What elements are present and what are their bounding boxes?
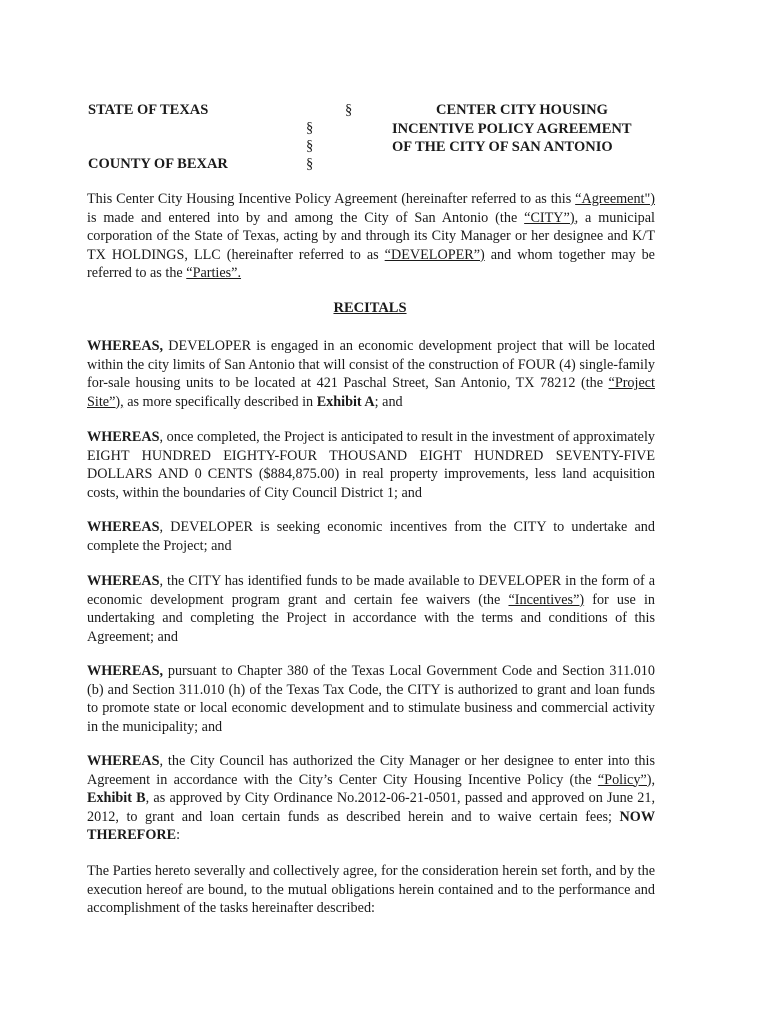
defined-term: “CITY”): [524, 209, 575, 226]
recitals-heading: RECITALS: [333, 300, 407, 316]
closing-paragraph: The Parties hereto severally and collectively agree, for the consideration herein set forth, and by the execution hereof are bound, to the mutual obligations herein contained and to the performance and accomplishment of the tasks hereinafter described:: [87, 863, 655, 917]
whereas-lead: WHEREAS,: [87, 338, 164, 354]
text: This Center City Housing Incentive Policy Agreement (hereinafter referred to as this: [87, 191, 576, 207]
text: pursuant to Chapter 380 of the Texas Local Government Code and Section 311.010 (b) and Section 311.010 (h) of the Texas Tax Code, the CITY is authorized to grant and loan funds to promote state or local economic development and to stimulate business and commercial activity in the municipality; and: [87, 663, 655, 735]
now-therefore: NOW THEREFORE: [87, 808, 655, 844]
defined-term: “Incentives”): [508, 591, 585, 608]
whereas-lead: WHEREAS: [87, 573, 160, 589]
section-symbol: §: [306, 138, 314, 154]
title-line: OF THE CITY OF SAN ANTONIO: [392, 139, 613, 155]
section-symbol: §: [345, 102, 353, 118]
whereas-lead: WHEREAS: [87, 753, 160, 769]
exhibit-ref: Exhibit B: [87, 790, 146, 807]
title-line: CENTER CITY HOUSING: [436, 102, 608, 118]
text: DEVELOPER is engaged in an economic development project that will be located within the city limits of San Antonio that will consist of the construction of FOUR (4) single-family for-sale housing units to be located at 421 Paschal Street, San Antonio, TX 78212 (the: [87, 338, 655, 392]
recital-paragraph: [87, 662, 655, 736]
text: , as approved by City Ordinance No.2012-06-21-0501, passed and approved on June 21, 2012, to grant and loan certain funds as described herein and to waive certain fees;: [87, 790, 655, 825]
recital-paragraph: [87, 752, 655, 845]
intro-paragraph: [87, 190, 655, 283]
defined-term: “Agreement"): [575, 191, 655, 207]
text: , DEVELOPER is seeking economic incentives from the CITY to undertake and complete the Project; and: [87, 519, 655, 554]
whereas-lead: WHEREAS,: [87, 663, 164, 679]
caption-county: COUNTY OF BEXAR: [88, 156, 228, 172]
defined-term: “Policy”),: [597, 771, 655, 788]
text: , the CITY has identified funds to be made available to DEVELOPER in the form of a economic development program grant and certain fee waivers (the: [87, 573, 655, 608]
defined-term: “Project Site”),: [87, 375, 655, 410]
exhibit-ref: Exhibit A: [316, 393, 375, 410]
whereas-lead: WHEREAS: [87, 429, 160, 445]
text: as more specifically described in: [123, 393, 317, 410]
agreement-title: [392, 101, 642, 157]
defined-term: “Parties”.: [186, 265, 242, 282]
section-symbol: §: [306, 156, 314, 172]
text: for use in undertaking and completing the Project in accordance with the terms and conditions of this Agreement; and: [87, 591, 655, 645]
recital-paragraph: [87, 428, 655, 502]
text: :: [176, 827, 181, 844]
title-line: INCENTIVE POLICY AGREEMENT: [392, 120, 632, 137]
recital-paragraph: [87, 337, 655, 411]
recital-paragraph: [87, 518, 655, 555]
text: is made and entered into by and among the City of San Antonio (the: [87, 209, 525, 226]
whereas-lead: WHEREAS: [87, 519, 160, 535]
text: ; and: [374, 393, 403, 410]
section-symbol: §: [306, 120, 314, 136]
text: and whom together may be referred to as the: [87, 246, 655, 282]
recital-paragraph: [87, 572, 655, 646]
text: , once completed, the Project is anticipated to result in the investment of approximately EIGHT HUNDRED EIGHTY-FOUR THOUSAND EIGHT HUNDRED SEVENTY-FIVE DOLLARS AND 0 CENTS ($884,875.00) in real property improvements, less land acquisition costs, within the boundaries of City Council District 1; and: [87, 429, 655, 501]
text: , a municipal corporation of the State of Texas, acting by and through its City Manager or her designee and K/T TX HOLDINGS, LLC (hereinafter referred to as: [87, 209, 655, 263]
caption-state: STATE OF TEXAS: [88, 102, 209, 118]
text: , the City Council has authorized the City Manager or her designee to enter into this Agreement in accordance with the City’s Center City Housing Incentive Policy (the: [87, 753, 655, 788]
defined-term: “DEVELOPER”): [384, 246, 485, 263]
